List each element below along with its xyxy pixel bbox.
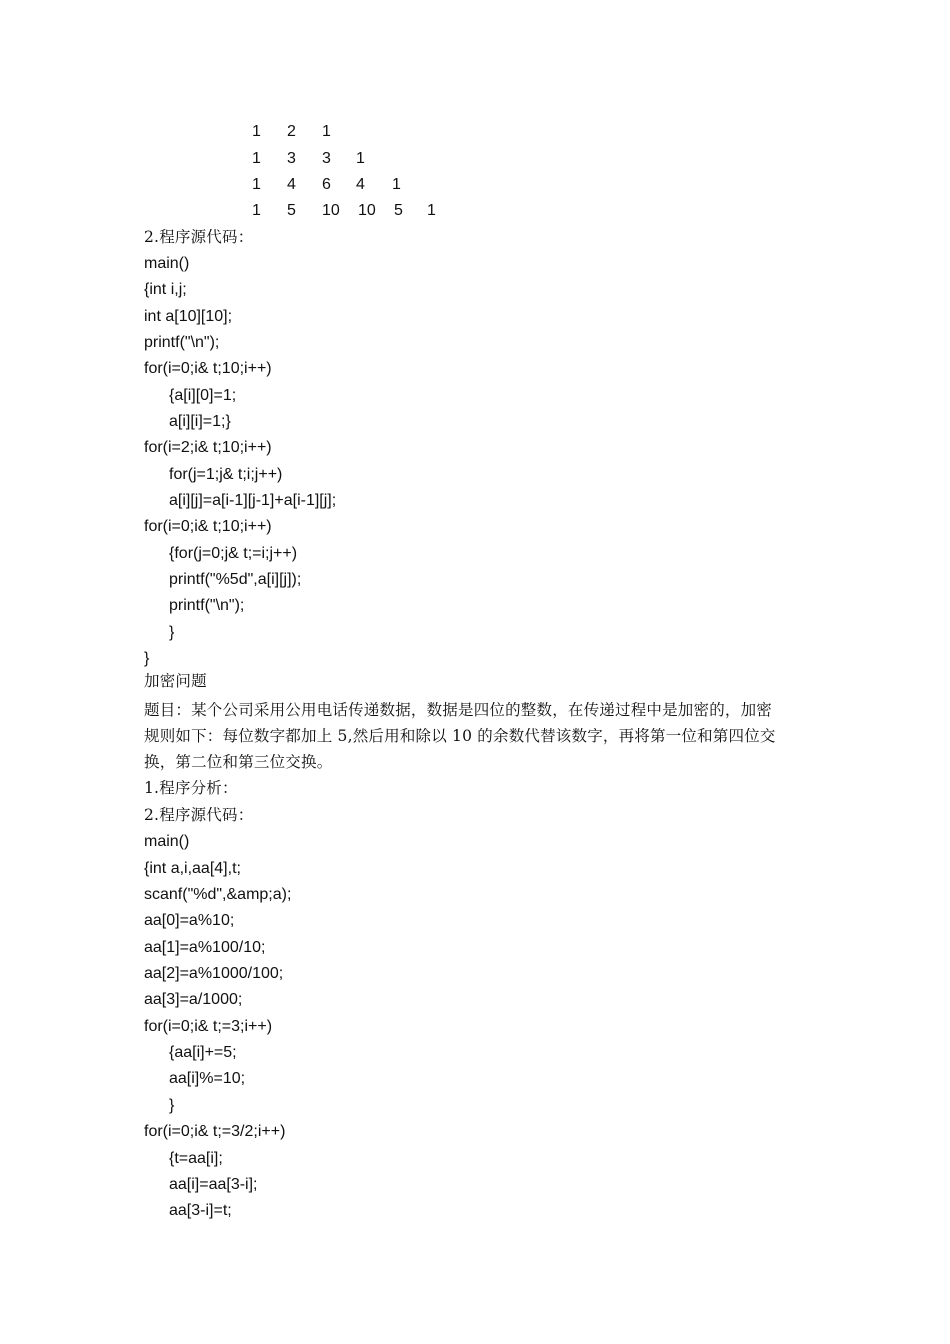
- code-line: }: [144, 650, 150, 667]
- code-line: for(i=0;i& t;10;i++): [144, 518, 272, 535]
- code-line: main(): [144, 255, 190, 272]
- triangle-cell: 1: [322, 123, 331, 140]
- code-line: aa[3]=a/1000;: [144, 991, 243, 1008]
- code-line: }: [169, 624, 175, 641]
- code-line: aa[i]%=10;: [169, 1070, 246, 1087]
- code-line: {int i,j;: [144, 281, 187, 298]
- code-line: for(i=0;i& t;=3/2;i++): [144, 1123, 286, 1140]
- triangle-cell: 1: [392, 176, 401, 193]
- section-title: 加密问题: [144, 672, 207, 690]
- code-line: {t=aa[i];: [169, 1150, 223, 1167]
- code-line: }: [169, 1097, 175, 1114]
- code-line: aa[i]=aa[3-i];: [169, 1176, 258, 1193]
- problem-text-line: 题目：某个公司采用公用电话传递数据，数据是四位的整数，在传递过程中是加密的，加密: [144, 701, 773, 719]
- code-line: {a[i][0]=1;: [169, 387, 237, 404]
- triangle-cell: 1: [252, 202, 261, 219]
- code-line: printf("\n");: [144, 334, 220, 351]
- code-line: main(): [144, 833, 190, 850]
- triangle-cell: 1: [427, 202, 436, 219]
- code-line: for(j=1;j& t;i;j++): [169, 466, 283, 483]
- code-line: {aa[i]+=5;: [169, 1044, 237, 1061]
- triangle-cell: 10: [358, 202, 376, 219]
- triangle-cell: 1: [252, 150, 261, 167]
- triangle-cell: 6: [322, 176, 331, 193]
- code-line: aa[3-i]=t;: [169, 1202, 232, 1219]
- triangle-cell: 4: [356, 176, 365, 193]
- code-line: for(i=0;i& t;10;i++): [144, 360, 272, 377]
- code-line: aa[2]=a%1000/100;: [144, 965, 284, 982]
- code-line: printf("\n");: [169, 597, 245, 614]
- code-line: printf("%5d",a[i][j]);: [169, 571, 302, 588]
- triangle-cell: 4: [287, 176, 296, 193]
- problem-text-line: 规则如下：每位数字都加上 5,然后用和除以 10 的余数代替该数字，再将第一位和第四位交: [144, 727, 776, 745]
- code-line: aa[0]=a%10;: [144, 912, 235, 929]
- code-line: {for(j=0;j& t;=i;j++): [169, 545, 298, 562]
- triangle-cell: 5: [394, 202, 403, 219]
- code-line: aa[1]=a%100/10;: [144, 939, 266, 956]
- triangle-cell: 3: [322, 150, 331, 167]
- problem-text-line: 换，第二位和第三位交换。: [144, 753, 333, 771]
- code-line: a[i][i]=1;}: [169, 413, 231, 430]
- analysis-heading: 1.程序分析：: [144, 779, 238, 797]
- code-line: for(i=2;i& t;10;i++): [144, 439, 272, 456]
- code-line: for(i=0;i& t;=3;i++): [144, 1018, 273, 1035]
- code-line: a[i][j]=a[i-1][j-1]+a[i-1][j];: [169, 492, 337, 509]
- code-line: scanf("%d",&amp;a);: [144, 886, 292, 903]
- triangle-cell: 3: [287, 150, 296, 167]
- source-code-heading: 2.程序源代码：: [144, 806, 254, 824]
- triangle-cell: 5: [287, 202, 296, 219]
- triangle-cell: 1: [252, 123, 261, 140]
- triangle-cell: 2: [287, 123, 296, 140]
- triangle-cell: 1: [252, 176, 261, 193]
- source-code-heading: 2.程序源代码：: [144, 228, 254, 246]
- code-line: int a[10][10];: [144, 308, 233, 325]
- code-line: {int a,i,aa[4],t;: [144, 860, 241, 877]
- triangle-cell: 1: [356, 150, 365, 167]
- triangle-cell: 10: [322, 202, 340, 219]
